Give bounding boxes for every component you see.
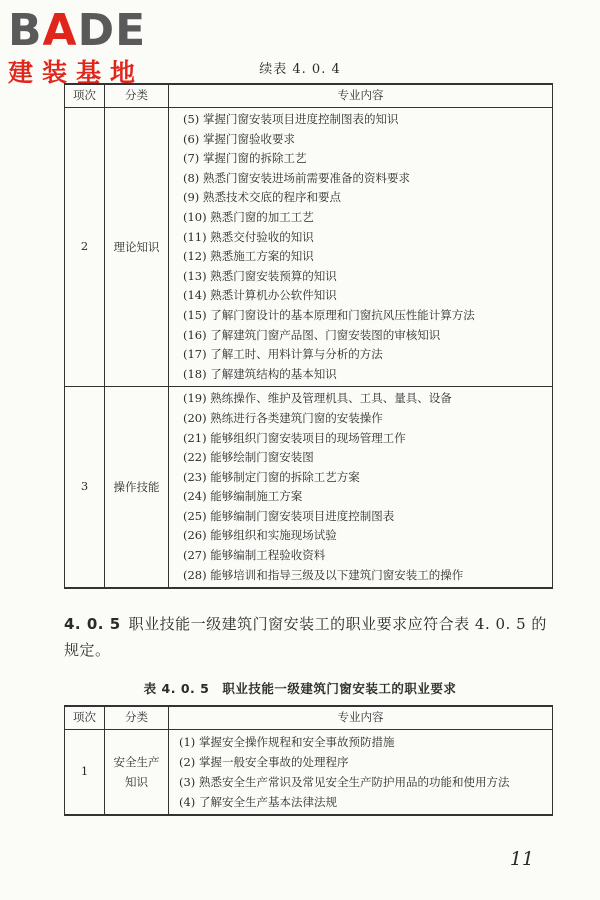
row-index: 1	[65, 730, 105, 816]
list-item: (1) 掌握安全操作规程和安全事故预防措施	[179, 735, 395, 749]
list-item: (10) 熟悉门窗的加工工艺	[183, 209, 314, 224]
list-item: (2) 掌握一般安全事故的处理程序	[179, 755, 349, 769]
continued-table-caption: 续表 4. 0. 4	[259, 62, 341, 77]
row-content	[169, 108, 553, 387]
row-category	[105, 730, 169, 816]
header-content: 专业内容	[169, 84, 553, 108]
list-item: (27) 能够编制工程验收资料	[183, 548, 326, 563]
list-item: (15) 了解门窗设计的基本原理和门窗抗风压性能计算方法	[183, 307, 475, 322]
bade-logo	[6, 6, 176, 90]
table-row	[65, 387, 553, 588]
list-item: (13) 熟悉门窗安装预算的知识	[183, 268, 337, 283]
row-index: 3	[65, 387, 105, 588]
list-item: (20) 熟练进行各类建筑门窗的安装操作	[183, 410, 383, 425]
category-line: 安全生产	[113, 755, 160, 769]
list-item: (8) 熟悉门窗安装进场前需要准备的资料要求	[183, 170, 410, 185]
header-category: 分类	[105, 84, 169, 108]
list-item: (9) 熟悉技术交底的程序和要点	[183, 190, 341, 205]
list-item: (24) 能够编制施工方案	[183, 489, 303, 504]
row-category: 操作技能	[105, 387, 169, 588]
list-item: (17) 了解工时、用料计算与分析的方法	[183, 347, 383, 362]
list-item: (28) 能够培训和指导三级及以下建筑门窗安装工的操作	[183, 567, 464, 582]
list-item: (18) 了解建筑结构的基本知识	[183, 366, 337, 381]
list-item: (16) 了解建筑门窗产品图、门窗安装图的审核知识	[183, 327, 441, 342]
header-content: 专业内容	[169, 706, 553, 730]
header-index: 项次	[65, 84, 105, 108]
table-4-0-4-continued	[64, 83, 553, 589]
list-item: (12) 熟悉施工方案的知识	[183, 249, 314, 264]
row-index: 2	[65, 108, 105, 387]
list-item: (4) 了解安全生产基本法律法规	[179, 795, 337, 809]
list-item: (21) 能够组织门窗安装项目的现场管理工作	[183, 430, 406, 445]
list-item: (25) 能够编制门窗安装项目进度控制图表	[183, 508, 395, 523]
logo-wordmark: BADE	[8, 5, 147, 56]
list-item: (26) 能够组织和实施现场试验	[183, 528, 337, 543]
page-number: 11	[509, 848, 534, 870]
list-item: (22) 能够绘制门窗安装图	[183, 450, 314, 465]
clause-number: 4. 0. 5	[64, 615, 121, 633]
header-category: 分类	[105, 706, 169, 730]
list-item: (5) 掌握门窗安装项目进度控制图表的知识	[183, 112, 399, 126]
row-content	[169, 730, 553, 816]
list-item: (3) 熟悉安全生产常识及常见安全生产防护用品的功能和使用方法	[179, 775, 510, 789]
header-index: 项次	[65, 706, 105, 730]
clause-4-0-5	[64, 611, 556, 663]
row-content	[169, 387, 553, 588]
clause-text: 职业技能一级建筑门窗安装工的职业要求应符合表 4. 0. 5 的规定。	[64, 615, 547, 659]
list-item: (11) 熟悉交付验收的知识	[183, 229, 314, 244]
list-item: (7) 掌握门窗的拆除工艺	[183, 151, 307, 166]
category-line: 知识	[125, 775, 148, 789]
logo-subtitle: 建装基地	[8, 58, 145, 87]
table-4-0-5	[64, 705, 553, 816]
table-header-row	[65, 706, 553, 730]
list-item: (19) 熟练操作、维护及管理机具、工具、量具、设备	[183, 391, 452, 406]
table-row	[65, 108, 553, 387]
table-header-row	[65, 84, 553, 108]
list-item: (23) 能够制定门窗的拆除工艺方案	[183, 469, 360, 484]
table-row	[65, 730, 553, 816]
list-item: (14) 熟悉计算机办公软件知识	[183, 288, 337, 303]
list-item: (6) 掌握门窗验收要求	[183, 131, 295, 146]
table-4-0-5-caption: 表 4. 0. 5 职业技能一级建筑门窗安装工的职业要求	[143, 681, 457, 696]
row-category: 理论知识	[105, 108, 169, 387]
